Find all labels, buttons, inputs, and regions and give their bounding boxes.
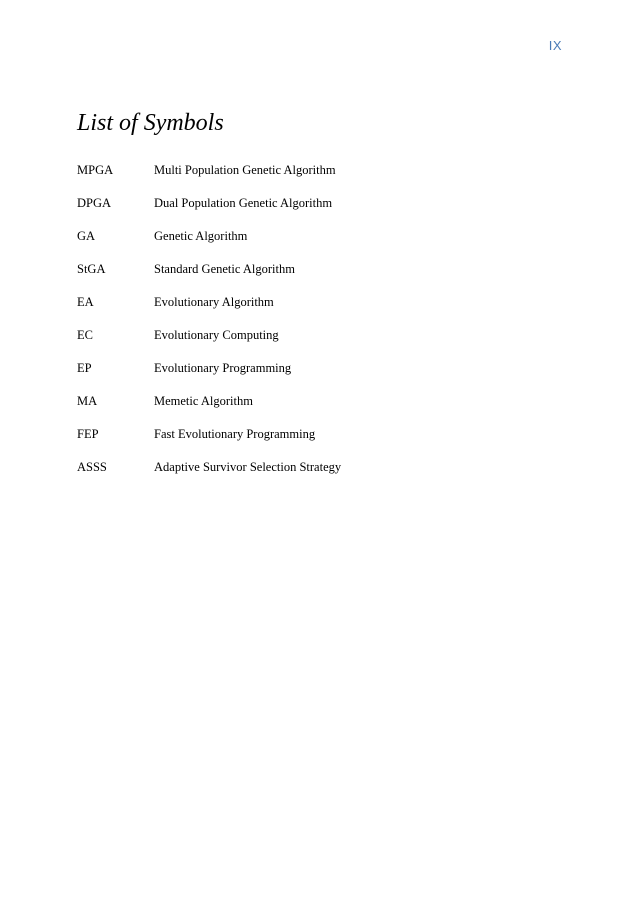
symbol-abbreviation: StGA xyxy=(77,262,106,276)
symbol-abbreviation: MPGA xyxy=(77,163,114,177)
symbol-description: Evolutionary Programming xyxy=(154,361,292,375)
symbol-description: Genetic Algorithm xyxy=(154,229,248,243)
symbol-abbreviation: EA xyxy=(77,295,94,309)
symbol-row xyxy=(77,319,557,352)
page-number: IX xyxy=(548,38,562,53)
page-title: List of Symbols xyxy=(77,110,224,136)
symbol-description: Memetic Algorithm xyxy=(154,394,253,408)
symbol-row xyxy=(77,154,557,187)
symbol-description: Adaptive Survivor Selection Strategy xyxy=(154,460,342,474)
symbol-abbreviation: EP xyxy=(77,361,92,375)
symbols-list xyxy=(77,154,557,484)
symbol-abbreviation: DPGA xyxy=(77,196,112,210)
symbol-row xyxy=(77,220,557,253)
symbol-row xyxy=(77,418,557,451)
symbol-row xyxy=(77,451,557,484)
symbol-description: Fast Evolutionary Programming xyxy=(154,427,316,441)
symbol-description: Evolutionary Algorithm xyxy=(154,295,274,309)
symbol-row xyxy=(77,352,557,385)
symbol-description: Evolutionary Computing xyxy=(154,328,279,342)
symbol-description: Dual Population Genetic Algorithm xyxy=(154,196,333,210)
symbol-abbreviation: ASSS xyxy=(77,460,107,474)
symbol-abbreviation: MA xyxy=(77,394,98,408)
symbol-row xyxy=(77,253,557,286)
symbol-description: Multi Population Genetic Algorithm xyxy=(154,163,336,177)
symbol-abbreviation: GA xyxy=(77,229,96,243)
symbol-abbreviation: EC xyxy=(77,328,93,342)
symbol-row xyxy=(77,187,557,220)
symbol-row xyxy=(77,286,557,319)
symbol-description: Standard Genetic Algorithm xyxy=(154,262,295,276)
symbol-abbreviation: FEP xyxy=(77,427,99,441)
symbol-row xyxy=(77,385,557,418)
